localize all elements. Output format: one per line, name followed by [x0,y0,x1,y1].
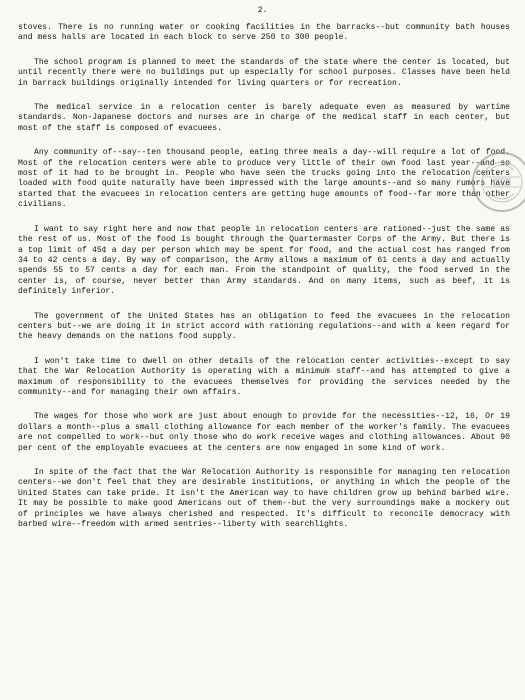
page-number: 2. [257,6,268,15]
paragraph-3: The medical service in a relocation center is barely adequate even as measured by wartime standards. Non-Japanese doctors and nurses are in charge of the medical staff in each center, but most of the staff is composed of evacuees. [18,103,510,133]
paragraph-2: The school program is planned to meet the standards of the state where the center is located, but until recently there were no buildings put up especially for school purposes. Classes have been held in barrack buildings originally intended for living quarters or for recreation. [18,57,510,88]
paragraph-6: The government of the United States has an obligation to feed the evacuees in the relocation centers but--we are doing it in strict accord with rationing regulations--and with a keen regard for the heavy demands on the nations food supply. [18,311,510,342]
paragraph-4: Any community of--say--ten thousand people, eating three meals a day--will require a lot of food. Most of the relocation centers were able to produce very little of their own food last year--and so most of it had to be brought in. People who have seen the trucks going into the relocation centers loaded with food quite naturally have been impressed with the large amounts--and so many rumors have started that the evacuees in relocation centers are getting huge amounts of food--far more than other civilians. [18,148,510,210]
paragraph-7: I won't take time to dwell on other details of the relocation center activities--except to say that the War Relocation Authority is operating with a minimum staff--and has attempted to give a maximum of responsibility to the evacuees themselves for providing the services needed by the community--and for managing their own affairs. [18,356,510,397]
paragraph-5: I want to say right here and now that people in relocation centers are rationed--just the same as the rest of us. Most of the food is bought through the Quartermaster Corps of the Army. But there is a top limit of 45¢ a day per person which may be spent for food, and the actual cost has ranged from 34 to 42 cents a day. By way of comparison, the Army allows a maximum of 61 cents a day and actually spends 55 to 57 cents a day for each man. From the standpoint of quality, the food served in the center is, of course, never better than Army standards. And on many items, such as beef, it is definitely inferior. [18,224,510,297]
paragraph-9: In spite of the fact that the War Relocation Authority is responsible for managing ten relocation centers--we don't feel that they are desirable institutions, or anything in which the people of the United States can take pride. It isn't the American way to have children grow up behind barbed wire. It may be possible to make good Americans out of them--but the very surroundings make a mockery out of principles we have always cherished and respected. It's difficult to reconcile democracy with barbed wire--freedom with armed sentries--liberty with searchlights. [18,468,510,530]
paragraph-8: The wages for those who work are just about enough to provide for the necessities--12, 16, Or 19 dollars a month--plus a small clothing allowance for each member of the worker's family. The evacuees are not compelled to work--but only those who do work receive wages and clothing allowances. About 90 per cent of the employable evacuees at the centers are now engaged in some kind of work. [18,412,510,453]
paragraph-1: stoves. There is no running water or cooking facilities in the barracks--but community bath houses and mess halls are located in each block to serve 250 to 300 people. [18,23,510,43]
archive-seal-icon [470,150,525,214]
letter-body [18,23,510,544]
